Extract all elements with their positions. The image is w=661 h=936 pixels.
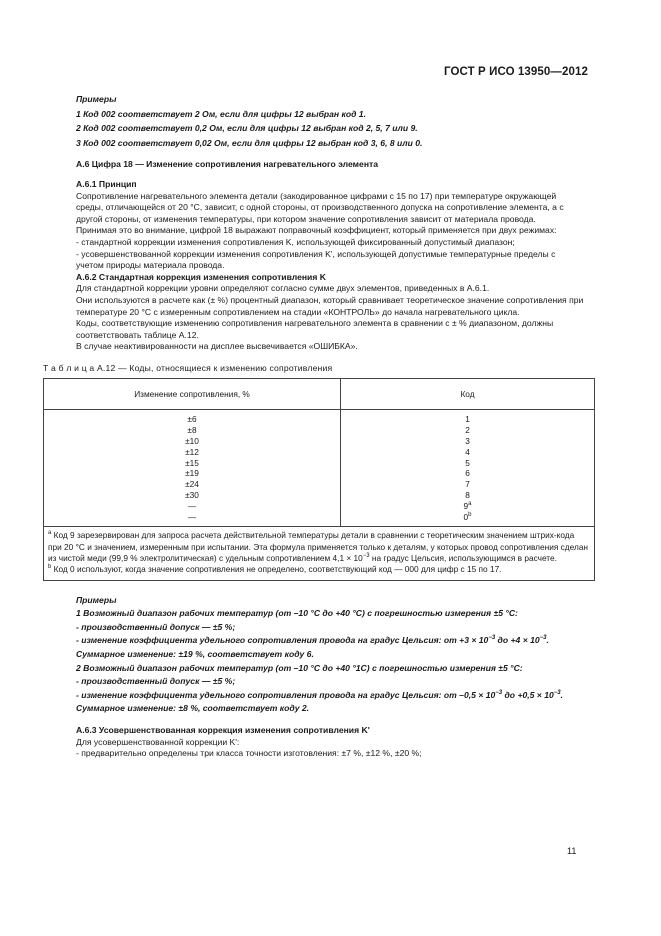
text: .: [560, 689, 563, 700]
change-column: [44, 410, 341, 527]
code-value: [342, 447, 593, 458]
code-text: 5: [465, 457, 470, 468]
code-value: [342, 512, 593, 523]
note-marker: a: [48, 530, 52, 537]
document-code: ГОСТ Р ИСО 13950—2012: [443, 66, 588, 78]
text: - изменение коэффициента удельного сопротивления провода на градус Цельсия: от +3 × 10: [76, 635, 489, 646]
paragraph: Они используются в расчете как (± %) процентный диапазон, который сравнивает теоретическое значение сопротивления при температуре 20 °С с измеренным сопротивлением на стадии «КОНТРОЛЬ» до начала нагревательного цикла.: [76, 294, 584, 317]
code-value: [342, 425, 593, 436]
text: .: [546, 635, 549, 646]
exponent: −3: [488, 635, 496, 642]
code-column: [341, 410, 595, 527]
table-notes: [44, 527, 595, 580]
paragraph: Сопротивление нагревательного элемента детали (закодированное цифрами с 15 по 17) при температуре окружающей среды, отличающейся от 20 °С, зависит, с одной стороны, от производственного допуска на сопротивление элемента, а с другой стороны, от изменения температуры, при котором значение сопротивления зависит от материала провода.: [76, 190, 564, 224]
resistance-change-value: —: [187, 500, 197, 511]
example-item: [76, 635, 584, 647]
code-value: [342, 414, 593, 425]
resistance-change-value: ±10: [185, 436, 199, 447]
page-content: [43, 92, 589, 760]
code-text: 2: [465, 425, 470, 436]
resistance-change-value: ±6: [187, 414, 197, 425]
example-item: Суммарное изменение: ±19 %, соответствует коду 6.: [76, 649, 314, 659]
note-text: Код 0 используют, когда значение сопротивления не определено, соответствующий код — 000 для цифр с 15 по 17.: [51, 564, 502, 575]
section-heading-a63: А.6.3 Усовершенствованная коррекция изменения сопротивления K': [76, 724, 370, 735]
example-item: 1 Код 002 соответствует 2 Ом, если для цифры 12 выбран код 1.: [76, 108, 366, 119]
table-caption: Т а б л и ц а А.12 — Коды, относящиеся к изменению сопротивления: [43, 362, 333, 373]
list-item: - стандартной коррекции изменения сопротивления K, использующей фиксированный допустимый диапазон;: [76, 236, 515, 247]
table-header-change: Изменение сопротивления, %: [44, 379, 341, 410]
code-text: 3: [465, 436, 470, 447]
page-number: 11: [567, 846, 577, 856]
text: до +4 × 10: [495, 635, 540, 646]
section-heading-a61: А.6.1 Принцип: [76, 178, 137, 189]
paragraph: В случае неактивированности на дисплее высвечивается «ОШИБКА».: [76, 341, 358, 352]
example-item: 1 Возможный диапазон рабочих температур (от –10 °С до +40 °С) с погрешностью измерения ±5 °С:: [76, 608, 518, 619]
resistance-change-value: ±15: [185, 457, 199, 468]
examples-title: Примеры: [76, 94, 117, 104]
footnote-marker: b: [468, 511, 472, 518]
codes-table: [43, 378, 595, 580]
table-note-b: [48, 564, 590, 575]
resistance-change-value: ±19: [185, 468, 199, 479]
example-item: 2 Код 002 соответствует 0,2 Ом, если для цифры 12 выбран код 2, 5, 7 или 9.: [76, 123, 418, 134]
note-text: Код 9 зарезервирован для запроса расчета действительной температуры детали в сравнении с теоретическим значением штрих-кода при 20 °С и значением, измеренным при испытании. Эта формула применяется только к деталям, у которых провод сопротивления сделан из чистой меди (99,9 % электролитическая) с удельным сопротивлением 4,1 × 10: [48, 530, 589, 564]
table-header-code: Код: [341, 379, 595, 410]
paragraph: Для стандартной коррекции уровни определяют согласно сумме двух элементов, приведенных в А.6.1.: [76, 283, 490, 294]
resistance-change-value: —: [187, 511, 197, 522]
table-note-a: [48, 530, 590, 564]
section-heading-a62: А.6.2 Стандартная коррекция изменения сопротивления K: [76, 271, 326, 282]
code-value: [342, 458, 593, 469]
resistance-change-value: ±30: [185, 490, 199, 501]
code-text: 6: [465, 468, 470, 479]
code-text: 4: [465, 446, 470, 457]
examples-title: Примеры: [76, 594, 117, 605]
resistance-change-value: ±8: [187, 425, 197, 436]
paragraph: Для усовершенствованной коррекции K':: [76, 736, 240, 747]
text: - изменение коэффициента удельного сопротивления провода на градус Цельсия: от –0,5 × 10: [76, 689, 496, 700]
code-text: 8: [465, 490, 470, 501]
code-text: 9: [463, 500, 469, 511]
paragraph: Принимая это во внимание, цифрой 18 выражают поправочный коэффициент, который применяется при двух режимах:: [76, 225, 557, 236]
example-item: - производственный допуск — ±5 %;: [76, 676, 236, 687]
text: до +0,5 × 10: [502, 689, 554, 700]
code-value: [342, 501, 593, 512]
list-item: - предварительно определены три класса точности изготовления: ±7 %, ±12 %, ±20 %;: [76, 748, 422, 759]
code-value: [342, 468, 593, 479]
code-text: 1: [465, 414, 470, 425]
code-value: [342, 436, 593, 447]
code-text: 7: [465, 479, 470, 490]
examples-block-1: [76, 94, 584, 149]
note-text: на градус Цельсия, использующимся в расчете.: [369, 553, 557, 564]
code-text: 0: [463, 511, 469, 522]
examples-block-2: [76, 595, 584, 715]
note-marker: b: [48, 564, 52, 571]
example-item: - производственный допуск — ±5 %;: [76, 621, 236, 632]
resistance-change-value: ±12: [185, 446, 199, 457]
example-item: 3 Код 002 соответствует 0,02 Ом, если для цифры 12 выбран код 3, 6, 8 или 0.: [76, 137, 423, 148]
exponent: −3: [553, 689, 561, 696]
code-value: [342, 479, 593, 490]
section-heading-a6: А.6 Цифра 18 — Изменение сопротивления нагревательного элемента: [76, 159, 378, 170]
exponent: −3: [495, 689, 503, 696]
footnote-marker: a: [468, 501, 472, 508]
example-item: 2 Возможный диапазон рабочих температур (от –10 °С до +40 °1С) с погрешностью измерения ±5 °С:: [76, 662, 523, 673]
list-item: - усовершенствованной коррекции изменения сопротивления K', использующей допустимые температурные пределы с учетом природы материала провода.: [76, 248, 556, 271]
code-value: [342, 490, 593, 501]
exponent: −3: [539, 635, 547, 642]
example-item: Суммарное изменение: ±8 %, соответствует коду 2.: [76, 703, 310, 714]
example-item: [76, 690, 584, 702]
paragraph: Коды, соответствующие изменению сопротивления нагревательного элемента в сравнении с ± % диапазоном, должны соответствовать таблице А.12.: [76, 318, 554, 340]
resistance-change-value: ±24: [185, 479, 199, 490]
exponent: −3: [362, 553, 370, 560]
